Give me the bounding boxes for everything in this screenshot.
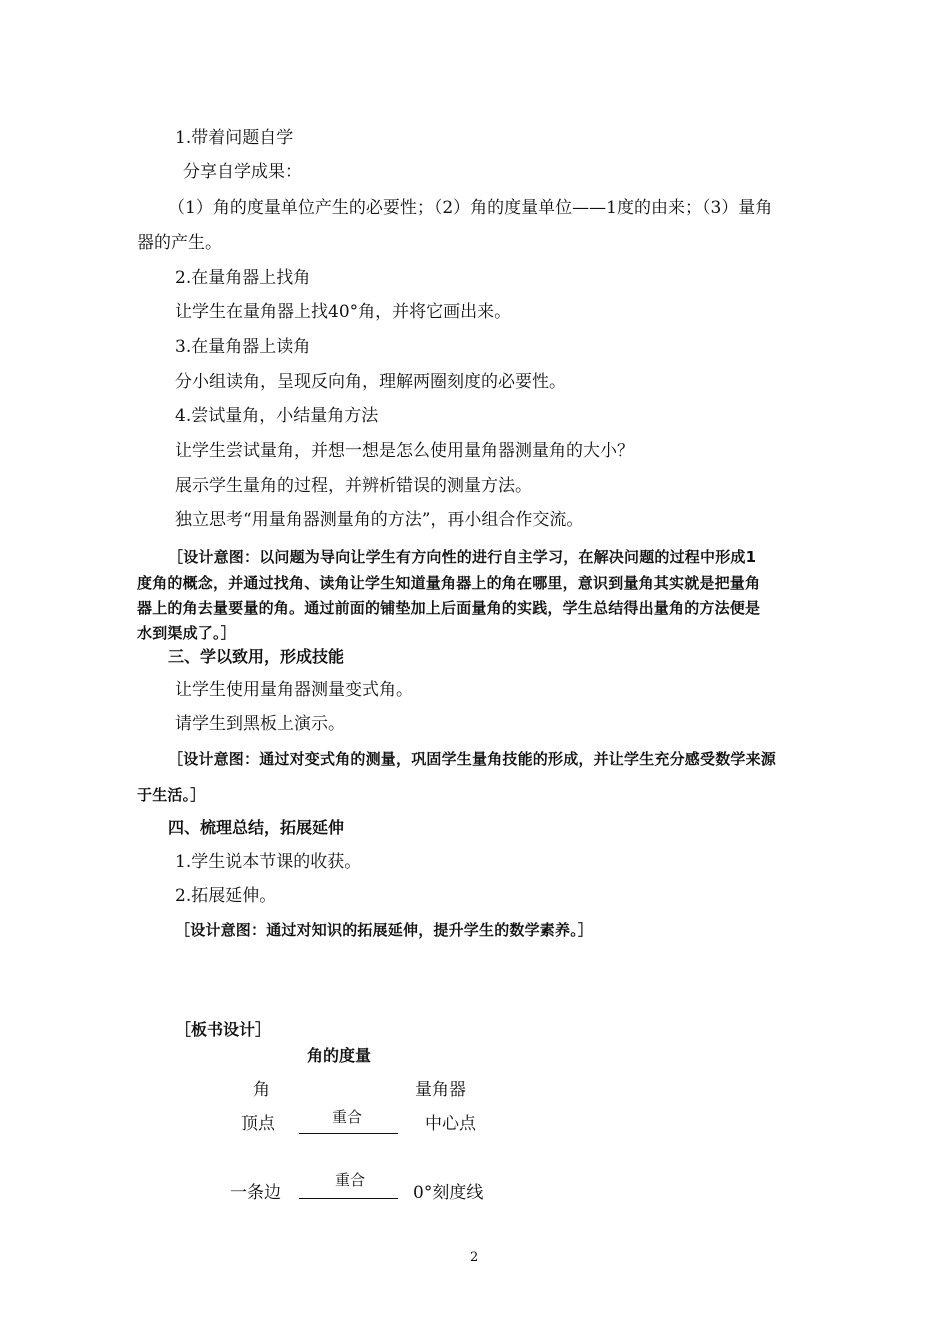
body-text-line: 器的产生。 bbox=[137, 233, 222, 253]
board-row1-connector-line bbox=[299, 1133, 398, 1134]
body-text-line: 让学生在量角器上找40°角，并将它画出来。 bbox=[175, 302, 512, 322]
design-intent-line: 度角的概念，并通过找角、读角让学生知道量角器上的角在哪里，意识到量角其实就是把量角 bbox=[137, 574, 761, 592]
step-3-heading: 3.在量角器上读角 bbox=[175, 337, 311, 357]
board-row2-right: 0°刻度线 bbox=[413, 1183, 484, 1203]
board-row1-relation: 重合 bbox=[332, 1108, 363, 1126]
design-intent-line: ［设计意图：通过对知识的拓展延伸，提升学生的数学素养。］ bbox=[175, 921, 594, 939]
body-text-line: 1.学生说本节课的收获。 bbox=[175, 852, 362, 872]
body-text-line: 2.拓展延伸。 bbox=[175, 886, 277, 906]
board-row2-left: 一条边 bbox=[230, 1183, 281, 1203]
section-3-heading: 三、学以致用，形成技能 bbox=[168, 647, 345, 666]
board-title: 角的度量 bbox=[307, 1046, 372, 1065]
step-1-heading: 1.带着问题自学 bbox=[175, 128, 294, 148]
page-number: 2 bbox=[470, 1250, 479, 1265]
design-intent-line: ［设计意图：通过对变式角的测量，巩固学生量角技能的形成，并让学生充分感受数学来源 bbox=[168, 750, 777, 768]
body-text-line: 请学生到黑板上演示。 bbox=[175, 714, 345, 734]
board-design-label: ［板书设计］ bbox=[175, 1020, 272, 1039]
body-text-line: （1）角的度量单位产生的必要性；（2）角的度量单位——1度的由来；（3）量角 bbox=[168, 198, 773, 218]
board-right-header: 量角器 bbox=[415, 1080, 466, 1100]
share-results-text: 分享自学成果： bbox=[183, 162, 302, 182]
board-left-header: 角 bbox=[253, 1080, 270, 1100]
design-intent-line: 器上的角去量要量的角。通过前面的铺垫加上后面量角的实践，学生总结得出量角的方法便是 bbox=[137, 599, 761, 617]
body-text-line: 让学生尝试量角，并想一想是怎么使用量角器测量角的大小？ bbox=[175, 441, 634, 461]
body-text-line: 独立思考“用量角器测量角的方法”，再小组合作交流。 bbox=[175, 510, 584, 530]
design-intent-line: ［设计意图：以问题为导向让学生有方向性的进行自主学习，在解决问题的过程中形成1 bbox=[168, 548, 757, 566]
step-4-heading: 4.尝试量角，小结量角方法 bbox=[175, 406, 379, 426]
board-row1-left: 顶点 bbox=[241, 1114, 275, 1134]
design-intent-line: 于生活。］ bbox=[137, 786, 206, 804]
body-text-line: 让学生使用量角器测量变式角。 bbox=[175, 680, 413, 700]
section-4-heading: 四、梳理总结，拓展延伸 bbox=[168, 818, 345, 837]
board-row2-relation: 重合 bbox=[335, 1171, 366, 1189]
step-2-heading: 2.在量角器上找角 bbox=[175, 268, 311, 288]
board-row1-right: 中心点 bbox=[425, 1114, 476, 1134]
body-text-line: 分小组读角，呈现反向角，理解两圈刻度的必要性。 bbox=[175, 372, 566, 392]
board-row2-connector-line bbox=[299, 1198, 398, 1199]
body-text-line: 展示学生量角的过程，并辨析错误的测量方法。 bbox=[175, 476, 532, 496]
design-intent-line: 水到渠成了。］ bbox=[137, 624, 236, 642]
